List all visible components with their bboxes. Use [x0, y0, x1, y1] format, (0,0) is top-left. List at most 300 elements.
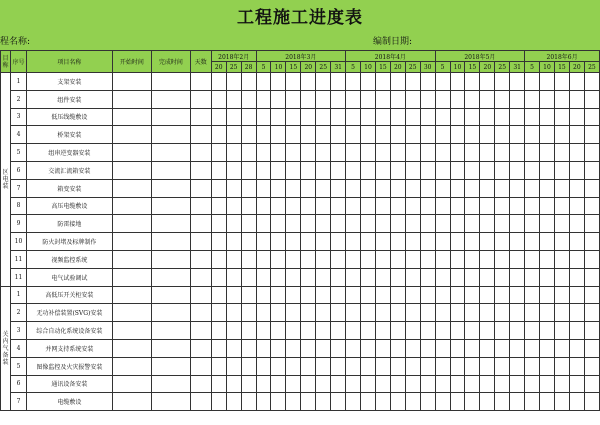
schedule-cell[interactable]	[316, 108, 331, 126]
schedule-cell[interactable]	[256, 233, 271, 251]
schedule-cell[interactable]	[226, 375, 241, 393]
schedule-cell[interactable]	[435, 215, 450, 233]
schedule-cell[interactable]	[256, 375, 271, 393]
schedule-cell[interactable]	[361, 268, 376, 286]
schedule-cell[interactable]	[510, 393, 525, 411]
schedule-cell[interactable]	[480, 233, 495, 251]
schedule-cell[interactable]	[405, 197, 420, 215]
schedule-cell[interactable]	[211, 393, 226, 411]
schedule-cell[interactable]	[226, 215, 241, 233]
schedule-cell[interactable]	[271, 108, 286, 126]
schedule-cell[interactable]	[510, 73, 525, 91]
schedule-cell[interactable]	[420, 215, 435, 233]
schedule-cell[interactable]	[525, 286, 540, 304]
schedule-cell[interactable]	[569, 304, 584, 322]
schedule-cell[interactable]	[450, 375, 465, 393]
schedule-cell[interactable]	[331, 268, 346, 286]
schedule-cell[interactable]	[390, 73, 405, 91]
schedule-cell[interactable]	[525, 73, 540, 91]
schedule-cell[interactable]	[316, 144, 331, 162]
schedule-cell[interactable]	[286, 179, 301, 197]
schedule-cell[interactable]	[346, 375, 361, 393]
schedule-cell[interactable]	[286, 286, 301, 304]
schedule-cell[interactable]	[271, 233, 286, 251]
schedule-cell[interactable]	[525, 161, 540, 179]
schedule-cell[interactable]	[241, 304, 256, 322]
schedule-cell[interactable]	[435, 286, 450, 304]
schedule-cell[interactable]	[435, 339, 450, 357]
schedule-cell[interactable]	[510, 90, 525, 108]
schedule-cell[interactable]	[211, 268, 226, 286]
schedule-cell[interactable]	[331, 90, 346, 108]
schedule-cell[interactable]	[495, 108, 510, 126]
start-time-cell[interactable]	[112, 339, 151, 357]
days-cell[interactable]	[190, 126, 211, 144]
schedule-cell[interactable]	[346, 286, 361, 304]
schedule-cell[interactable]	[211, 90, 226, 108]
schedule-cell[interactable]	[316, 215, 331, 233]
schedule-cell[interactable]	[390, 197, 405, 215]
schedule-cell[interactable]	[450, 393, 465, 411]
schedule-cell[interactable]	[405, 304, 420, 322]
schedule-cell[interactable]	[554, 215, 569, 233]
schedule-cell[interactable]	[301, 250, 316, 268]
schedule-cell[interactable]	[301, 375, 316, 393]
schedule-cell[interactable]	[211, 108, 226, 126]
schedule-cell[interactable]	[361, 357, 376, 375]
schedule-cell[interactable]	[495, 250, 510, 268]
schedule-cell[interactable]	[540, 339, 555, 357]
schedule-cell[interactable]	[569, 215, 584, 233]
schedule-cell[interactable]	[465, 339, 480, 357]
schedule-cell[interactable]	[584, 357, 599, 375]
schedule-cell[interactable]	[256, 179, 271, 197]
schedule-cell[interactable]	[331, 179, 346, 197]
schedule-cell[interactable]	[241, 73, 256, 91]
schedule-cell[interactable]	[495, 73, 510, 91]
schedule-cell[interactable]	[420, 233, 435, 251]
schedule-cell[interactable]	[584, 375, 599, 393]
schedule-cell[interactable]	[361, 286, 376, 304]
schedule-cell[interactable]	[420, 90, 435, 108]
schedule-cell[interactable]	[420, 304, 435, 322]
schedule-cell[interactable]	[584, 179, 599, 197]
schedule-cell[interactable]	[286, 90, 301, 108]
end-time-cell[interactable]	[151, 304, 190, 322]
schedule-cell[interactable]	[301, 268, 316, 286]
schedule-cell[interactable]	[301, 304, 316, 322]
schedule-cell[interactable]	[540, 108, 555, 126]
schedule-cell[interactable]	[331, 126, 346, 144]
schedule-cell[interactable]	[331, 108, 346, 126]
schedule-cell[interactable]	[390, 108, 405, 126]
schedule-cell[interactable]	[331, 357, 346, 375]
schedule-cell[interactable]	[540, 215, 555, 233]
schedule-cell[interactable]	[420, 393, 435, 411]
end-time-cell[interactable]	[151, 161, 190, 179]
schedule-cell[interactable]	[375, 108, 390, 126]
schedule-cell[interactable]	[241, 197, 256, 215]
schedule-cell[interactable]	[495, 268, 510, 286]
schedule-cell[interactable]	[346, 393, 361, 411]
schedule-cell[interactable]	[420, 161, 435, 179]
schedule-cell[interactable]	[584, 126, 599, 144]
schedule-cell[interactable]	[301, 357, 316, 375]
schedule-cell[interactable]	[375, 304, 390, 322]
start-time-cell[interactable]	[112, 375, 151, 393]
schedule-cell[interactable]	[226, 179, 241, 197]
schedule-cell[interactable]	[271, 357, 286, 375]
schedule-cell[interactable]	[554, 322, 569, 340]
schedule-cell[interactable]	[450, 197, 465, 215]
schedule-cell[interactable]	[435, 90, 450, 108]
schedule-cell[interactable]	[271, 161, 286, 179]
schedule-cell[interactable]	[226, 90, 241, 108]
schedule-cell[interactable]	[316, 73, 331, 91]
schedule-cell[interactable]	[331, 304, 346, 322]
schedule-cell[interactable]	[390, 268, 405, 286]
schedule-cell[interactable]	[495, 197, 510, 215]
schedule-cell[interactable]	[465, 179, 480, 197]
schedule-cell[interactable]	[510, 108, 525, 126]
schedule-cell[interactable]	[450, 339, 465, 357]
schedule-cell[interactable]	[435, 268, 450, 286]
schedule-cell[interactable]	[346, 322, 361, 340]
schedule-cell[interactable]	[271, 90, 286, 108]
schedule-cell[interactable]	[525, 179, 540, 197]
schedule-cell[interactable]	[495, 90, 510, 108]
end-time-cell[interactable]	[151, 197, 190, 215]
schedule-cell[interactable]	[331, 144, 346, 162]
schedule-cell[interactable]	[480, 179, 495, 197]
schedule-cell[interactable]	[256, 197, 271, 215]
schedule-cell[interactable]	[241, 393, 256, 411]
schedule-cell[interactable]	[480, 126, 495, 144]
schedule-cell[interactable]	[241, 339, 256, 357]
schedule-cell[interactable]	[554, 73, 569, 91]
schedule-cell[interactable]	[316, 90, 331, 108]
start-time-cell[interactable]	[112, 268, 151, 286]
schedule-cell[interactable]	[584, 233, 599, 251]
schedule-cell[interactable]	[226, 161, 241, 179]
schedule-cell[interactable]	[286, 250, 301, 268]
schedule-cell[interactable]	[375, 393, 390, 411]
schedule-cell[interactable]	[346, 179, 361, 197]
schedule-cell[interactable]	[241, 250, 256, 268]
schedule-cell[interactable]	[226, 144, 241, 162]
schedule-cell[interactable]	[405, 215, 420, 233]
schedule-cell[interactable]	[405, 233, 420, 251]
schedule-cell[interactable]	[361, 108, 376, 126]
schedule-cell[interactable]	[390, 90, 405, 108]
schedule-cell[interactable]	[211, 215, 226, 233]
schedule-cell[interactable]	[435, 197, 450, 215]
schedule-cell[interactable]	[510, 215, 525, 233]
schedule-cell[interactable]	[510, 197, 525, 215]
schedule-cell[interactable]	[271, 375, 286, 393]
schedule-cell[interactable]	[480, 161, 495, 179]
schedule-cell[interactable]	[554, 233, 569, 251]
schedule-cell[interactable]	[450, 233, 465, 251]
schedule-cell[interactable]	[211, 197, 226, 215]
schedule-cell[interactable]	[405, 90, 420, 108]
schedule-cell[interactable]	[316, 126, 331, 144]
schedule-cell[interactable]	[569, 161, 584, 179]
schedule-cell[interactable]	[554, 357, 569, 375]
schedule-cell[interactable]	[420, 286, 435, 304]
schedule-cell[interactable]	[420, 322, 435, 340]
schedule-cell[interactable]	[286, 126, 301, 144]
end-time-cell[interactable]	[151, 375, 190, 393]
schedule-cell[interactable]	[375, 126, 390, 144]
schedule-cell[interactable]	[584, 286, 599, 304]
schedule-cell[interactable]	[301, 339, 316, 357]
schedule-cell[interactable]	[256, 357, 271, 375]
schedule-cell[interactable]	[480, 144, 495, 162]
schedule-cell[interactable]	[584, 108, 599, 126]
schedule-cell[interactable]	[211, 161, 226, 179]
schedule-cell[interactable]	[286, 304, 301, 322]
schedule-cell[interactable]	[286, 144, 301, 162]
schedule-cell[interactable]	[525, 144, 540, 162]
schedule-cell[interactable]	[226, 126, 241, 144]
schedule-cell[interactable]	[495, 393, 510, 411]
end-time-cell[interactable]	[151, 73, 190, 91]
schedule-cell[interactable]	[450, 268, 465, 286]
start-time-cell[interactable]	[112, 90, 151, 108]
schedule-cell[interactable]	[510, 375, 525, 393]
start-time-cell[interactable]	[112, 393, 151, 411]
schedule-cell[interactable]	[554, 90, 569, 108]
start-time-cell[interactable]	[112, 286, 151, 304]
schedule-cell[interactable]	[569, 375, 584, 393]
start-time-cell[interactable]	[112, 73, 151, 91]
schedule-cell[interactable]	[375, 268, 390, 286]
schedule-cell[interactable]	[271, 393, 286, 411]
schedule-cell[interactable]	[241, 108, 256, 126]
schedule-cell[interactable]	[540, 393, 555, 411]
schedule-cell[interactable]	[375, 161, 390, 179]
schedule-cell[interactable]	[450, 322, 465, 340]
schedule-cell[interactable]	[405, 73, 420, 91]
schedule-cell[interactable]	[465, 375, 480, 393]
schedule-cell[interactable]	[435, 144, 450, 162]
schedule-cell[interactable]	[211, 322, 226, 340]
schedule-cell[interactable]	[361, 179, 376, 197]
schedule-cell[interactable]	[569, 268, 584, 286]
schedule-cell[interactable]	[241, 126, 256, 144]
schedule-cell[interactable]	[510, 233, 525, 251]
schedule-cell[interactable]	[346, 357, 361, 375]
schedule-cell[interactable]	[584, 268, 599, 286]
schedule-cell[interactable]	[525, 393, 540, 411]
schedule-cell[interactable]	[316, 161, 331, 179]
schedule-cell[interactable]	[301, 233, 316, 251]
schedule-cell[interactable]	[390, 357, 405, 375]
schedule-cell[interactable]	[495, 144, 510, 162]
schedule-cell[interactable]	[241, 233, 256, 251]
schedule-cell[interactable]	[435, 126, 450, 144]
schedule-cell[interactable]	[375, 357, 390, 375]
schedule-cell[interactable]	[450, 126, 465, 144]
end-time-cell[interactable]	[151, 108, 190, 126]
schedule-cell[interactable]	[286, 393, 301, 411]
schedule-cell[interactable]	[256, 215, 271, 233]
start-time-cell[interactable]	[112, 126, 151, 144]
days-cell[interactable]	[190, 286, 211, 304]
schedule-cell[interactable]	[540, 233, 555, 251]
schedule-cell[interactable]	[316, 339, 331, 357]
schedule-cell[interactable]	[495, 215, 510, 233]
schedule-cell[interactable]	[584, 304, 599, 322]
schedule-cell[interactable]	[316, 250, 331, 268]
schedule-cell[interactable]	[465, 322, 480, 340]
end-time-cell[interactable]	[151, 126, 190, 144]
schedule-cell[interactable]	[480, 304, 495, 322]
schedule-cell[interactable]	[301, 197, 316, 215]
schedule-cell[interactable]	[525, 250, 540, 268]
days-cell[interactable]	[190, 197, 211, 215]
schedule-cell[interactable]	[211, 357, 226, 375]
schedule-cell[interactable]	[495, 304, 510, 322]
start-time-cell[interactable]	[112, 233, 151, 251]
schedule-cell[interactable]	[375, 339, 390, 357]
end-time-cell[interactable]	[151, 250, 190, 268]
schedule-cell[interactable]	[420, 375, 435, 393]
schedule-cell[interactable]	[435, 393, 450, 411]
schedule-cell[interactable]	[256, 250, 271, 268]
schedule-cell[interactable]	[375, 250, 390, 268]
schedule-cell[interactable]	[510, 268, 525, 286]
schedule-cell[interactable]	[271, 268, 286, 286]
start-time-cell[interactable]	[112, 357, 151, 375]
schedule-cell[interactable]	[256, 322, 271, 340]
start-time-cell[interactable]	[112, 179, 151, 197]
days-cell[interactable]	[190, 393, 211, 411]
schedule-cell[interactable]	[465, 286, 480, 304]
schedule-cell[interactable]	[584, 197, 599, 215]
schedule-cell[interactable]	[390, 286, 405, 304]
schedule-cell[interactable]	[211, 375, 226, 393]
days-cell[interactable]	[190, 161, 211, 179]
days-cell[interactable]	[190, 233, 211, 251]
schedule-cell[interactable]	[525, 357, 540, 375]
schedule-cell[interactable]	[554, 375, 569, 393]
schedule-cell[interactable]	[256, 108, 271, 126]
schedule-cell[interactable]	[211, 304, 226, 322]
schedule-cell[interactable]	[450, 161, 465, 179]
schedule-cell[interactable]	[540, 322, 555, 340]
schedule-cell[interactable]	[361, 322, 376, 340]
schedule-cell[interactable]	[375, 215, 390, 233]
schedule-cell[interactable]	[435, 304, 450, 322]
schedule-cell[interactable]	[241, 268, 256, 286]
schedule-cell[interactable]	[316, 233, 331, 251]
schedule-cell[interactable]	[301, 144, 316, 162]
schedule-cell[interactable]	[271, 144, 286, 162]
schedule-cell[interactable]	[525, 126, 540, 144]
schedule-cell[interactable]	[241, 322, 256, 340]
schedule-cell[interactable]	[540, 144, 555, 162]
schedule-cell[interactable]	[584, 90, 599, 108]
start-time-cell[interactable]	[112, 108, 151, 126]
days-cell[interactable]	[190, 250, 211, 268]
schedule-cell[interactable]	[465, 304, 480, 322]
schedule-cell[interactable]	[510, 322, 525, 340]
schedule-cell[interactable]	[480, 339, 495, 357]
end-time-cell[interactable]	[151, 339, 190, 357]
schedule-cell[interactable]	[375, 73, 390, 91]
schedule-cell[interactable]	[361, 126, 376, 144]
schedule-cell[interactable]	[495, 286, 510, 304]
schedule-cell[interactable]	[525, 233, 540, 251]
schedule-cell[interactable]	[241, 286, 256, 304]
schedule-cell[interactable]	[375, 233, 390, 251]
schedule-cell[interactable]	[540, 286, 555, 304]
schedule-cell[interactable]	[569, 322, 584, 340]
schedule-cell[interactable]	[361, 233, 376, 251]
schedule-cell[interactable]	[569, 286, 584, 304]
schedule-cell[interactable]	[525, 322, 540, 340]
schedule-cell[interactable]	[390, 339, 405, 357]
schedule-cell[interactable]	[435, 73, 450, 91]
schedule-cell[interactable]	[256, 339, 271, 357]
schedule-cell[interactable]	[405, 357, 420, 375]
schedule-cell[interactable]	[361, 375, 376, 393]
schedule-cell[interactable]	[540, 304, 555, 322]
schedule-cell[interactable]	[361, 393, 376, 411]
schedule-cell[interactable]	[569, 250, 584, 268]
schedule-cell[interactable]	[510, 339, 525, 357]
schedule-cell[interactable]	[405, 250, 420, 268]
schedule-cell[interactable]	[375, 144, 390, 162]
schedule-cell[interactable]	[510, 161, 525, 179]
schedule-cell[interactable]	[420, 357, 435, 375]
schedule-cell[interactable]	[540, 357, 555, 375]
schedule-cell[interactable]	[480, 375, 495, 393]
schedule-cell[interactable]	[569, 108, 584, 126]
schedule-cell[interactable]	[346, 233, 361, 251]
schedule-cell[interactable]	[301, 286, 316, 304]
days-cell[interactable]	[190, 375, 211, 393]
schedule-cell[interactable]	[569, 179, 584, 197]
schedule-cell[interactable]	[554, 393, 569, 411]
schedule-cell[interactable]	[375, 90, 390, 108]
schedule-cell[interactable]	[390, 144, 405, 162]
schedule-cell[interactable]	[465, 197, 480, 215]
schedule-cell[interactable]	[256, 286, 271, 304]
schedule-cell[interactable]	[271, 179, 286, 197]
schedule-cell[interactable]	[226, 250, 241, 268]
schedule-cell[interactable]	[540, 179, 555, 197]
schedule-cell[interactable]	[346, 250, 361, 268]
schedule-cell[interactable]	[495, 357, 510, 375]
schedule-cell[interactable]	[241, 144, 256, 162]
schedule-cell[interactable]	[256, 73, 271, 91]
schedule-cell[interactable]	[256, 304, 271, 322]
schedule-cell[interactable]	[346, 197, 361, 215]
schedule-cell[interactable]	[211, 339, 226, 357]
schedule-cell[interactable]	[211, 250, 226, 268]
schedule-cell[interactable]	[301, 179, 316, 197]
schedule-cell[interactable]	[271, 322, 286, 340]
end-time-cell[interactable]	[151, 393, 190, 411]
schedule-cell[interactable]	[480, 108, 495, 126]
schedule-cell[interactable]	[226, 322, 241, 340]
schedule-cell[interactable]	[450, 304, 465, 322]
schedule-cell[interactable]	[226, 233, 241, 251]
schedule-cell[interactable]	[346, 73, 361, 91]
